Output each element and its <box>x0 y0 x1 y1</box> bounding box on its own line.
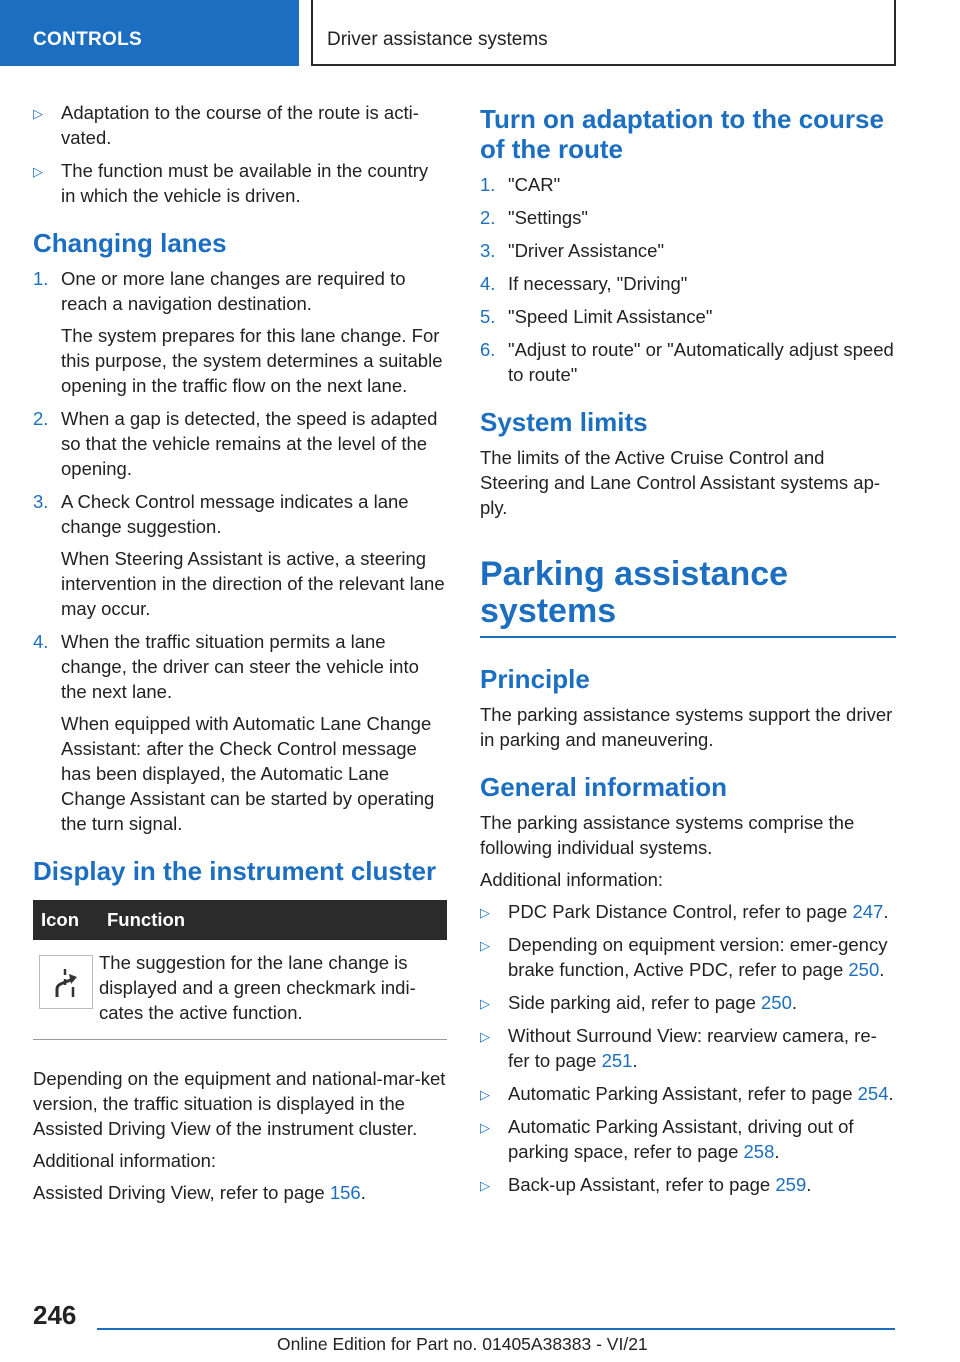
table-row <box>33 940 447 1040</box>
list-item: ▷ Side parking aid, refer to page 250. <box>480 990 896 1015</box>
page-number: 246 <box>33 1300 77 1330</box>
page-link[interactable]: 251 <box>601 1050 633 1071</box>
list-item: ▷ Without Surround View: rearview camera, re-fer to page 251. <box>480 1025 877 1071</box>
triangle-bullet-icon: ▷ <box>33 106 43 121</box>
triangle-bullet-icon: ▷ <box>480 1087 490 1102</box>
list-item: 3. "Driver Assistance" <box>480 240 665 261</box>
edition-footer: Online Edition for Part no. 01405A38383 - VI/21 <box>277 1334 648 1354</box>
list-item: ▷ Automatic Parking Assistant, driving out of parking space, refer to page 258. <box>480 1116 854 1162</box>
column-header-icon: Icon <box>33 900 99 940</box>
right-column <box>480 100 896 1205</box>
general-text: The parking assistance systems comprise the following individual systems. <box>480 812 855 858</box>
page-link[interactable]: 250 <box>848 959 880 980</box>
display-paragraph: Depending on the equipment and national-mar-ket version, the traffic situation is displayed in the Assisted Driving View of the instrument cluster. <box>33 1068 446 1139</box>
reference-line: Assisted Driving View, refer to page 156. <box>33 1182 366 1203</box>
function-description: The suggestion for the lane change is displayed and a green checkmark indi-cates the active function. <box>99 940 447 1040</box>
heading-system-limits: System limits <box>480 407 648 437</box>
triangle-bullet-icon: ▷ <box>33 164 43 179</box>
section-title: CONTROLS <box>33 29 143 50</box>
turn-on-steps <box>480 172 896 387</box>
list-item: 2. "Settings" <box>480 207 588 228</box>
list-item: 1. One or more lane changes are required to reach a navigation destination. The system prepares for this lane change. For this purpose, the system determines a suitable opening in the traffic flow on the next lane. <box>33 268 443 396</box>
page-link[interactable]: 254 <box>857 1083 889 1104</box>
list-item: 1. "CAR" <box>480 174 561 195</box>
heading-turn-on-adaptation: Turn on adaptation to the course of the route <box>480 104 884 164</box>
chapter-title: Driver assistance systems <box>327 29 548 50</box>
triangle-bullet-icon: ▷ <box>480 1029 490 1044</box>
page-link[interactable]: 259 <box>775 1174 807 1195</box>
list-item: ▷ Depending on equipment version: emer-gency brake function, Active PDC, refer to page 250. <box>480 934 888 980</box>
additional-info-label: Additional information: <box>480 869 664 890</box>
list-item: 4. If necessary, "Driving" <box>480 273 688 294</box>
triangle-bullet-icon: ▷ <box>480 1120 490 1135</box>
page-link[interactable]: 156 <box>329 1182 361 1203</box>
page-link[interactable]: 258 <box>743 1141 775 1162</box>
footer-divider <box>97 1328 895 1330</box>
list-item: ▷ Back-up Assistant, refer to page 259. <box>480 1172 896 1197</box>
system-limits-text: The limits of the Active Cruise Control and Steering and Lane Control Assistant systems ap-ply. <box>480 447 881 518</box>
triangle-bullet-icon: ▷ <box>480 938 490 953</box>
heading-changing-lanes: Changing lanes <box>33 228 227 258</box>
icon-function-table <box>33 900 447 1040</box>
list-item: 3. A Check Control message indicates a lane change suggestion. When Steering Assistant is active, a steering intervention in the direction of the relevant lane may occur. <box>33 491 445 619</box>
lane-change-icon <box>39 955 93 1009</box>
page-link[interactable]: 250 <box>761 992 792 1013</box>
triangle-bullet-icon: ▷ <box>480 1178 490 1193</box>
chapter-tab <box>311 0 896 66</box>
heading-principle: Principle <box>480 664 590 694</box>
heading-display-cluster: Display in the instrument cluster <box>33 856 437 886</box>
list-item: ▷ Automatic Parking Assistant, refer to page 254. <box>480 1081 896 1106</box>
heading-general-information: General information <box>480 772 728 802</box>
list-item: ▷ Adaptation to the course of the route is acti- vated. <box>33 102 419 148</box>
section-tab <box>0 0 299 66</box>
page-link[interactable]: 247 <box>852 901 884 922</box>
list-item: ▷ The function must be available in the country in which the vehicle is driven. <box>33 160 429 206</box>
additional-info-label: Additional information: <box>33 1150 217 1171</box>
top-bullet-list <box>33 100 447 208</box>
list-item: 4. When the traffic situation permits a lane change, the driver can steer the vehicle into the next lane. When equipped with Automatic Lane Change Assistant: after the Check Control message has been displayed, the Automatic Lane Change Assistant can be started by operating the turn signal. <box>33 631 435 834</box>
principle-text: The parking assistance systems support the driver in parking and maneuvering. <box>480 704 893 750</box>
list-item: 2. When a gap is detected, the speed is adapted so that the vehicle remains at the level of the opening. <box>33 408 438 479</box>
column-header-function: Function <box>99 900 447 940</box>
list-item: ▷ PDC Park Distance Control, refer to page 247. <box>480 899 896 924</box>
triangle-bullet-icon: ▷ <box>480 905 490 920</box>
list-item: 5. "Speed Limit Assistance" <box>480 306 713 327</box>
left-column <box>33 100 447 1212</box>
parking-systems-list <box>480 899 896 1197</box>
changing-lanes-steps <box>33 266 447 836</box>
triangle-bullet-icon: ▷ <box>480 996 490 1011</box>
heading-parking-assistance: Parking assistance systems <box>480 556 896 638</box>
list-item: 6. "Adjust to route" or "Automatically adjust speed to route" <box>480 339 894 385</box>
